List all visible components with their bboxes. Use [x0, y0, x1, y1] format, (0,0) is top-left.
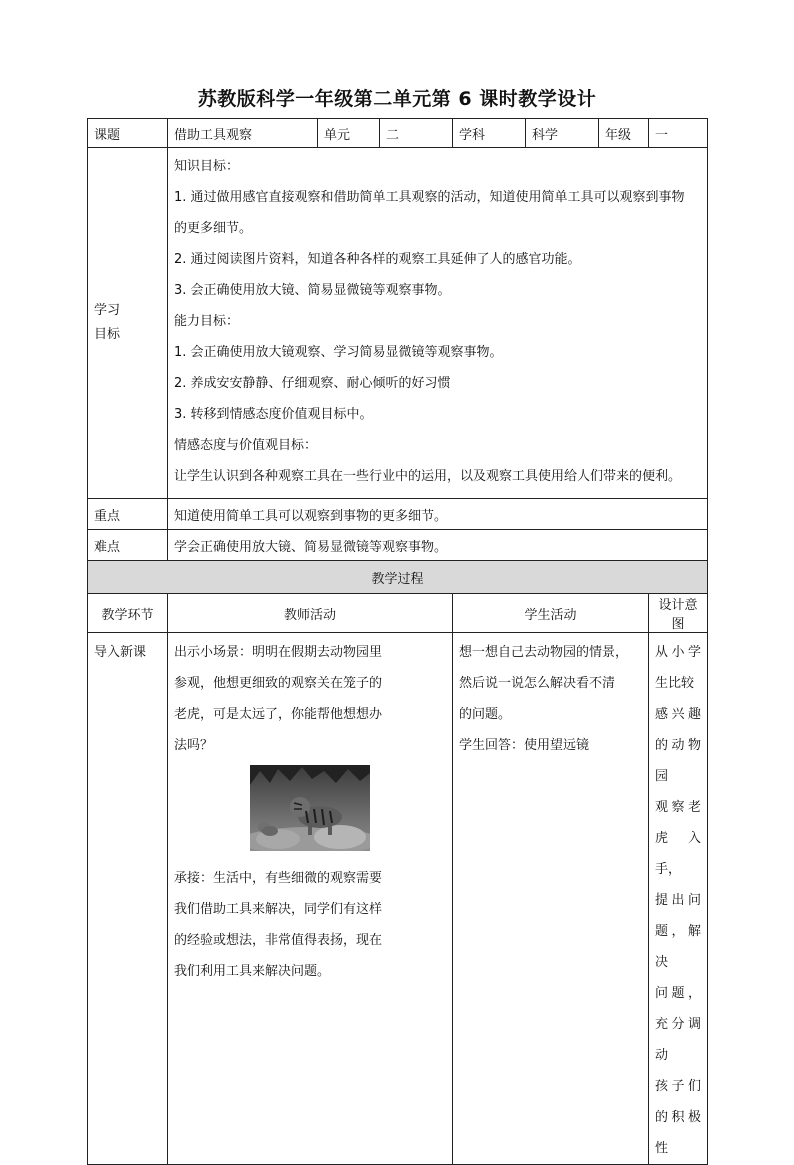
learning-goals-label: 学习 目标	[88, 148, 168, 499]
column-teacher: 教师活动	[168, 594, 453, 633]
process-columns-row	[88, 594, 708, 633]
key-point-value: 知道使用简单工具可以观察到事物的更多细节。	[168, 499, 708, 530]
goal-line: 3. 转移到情感态度价值观目标中。	[174, 407, 373, 422]
process-header-row	[88, 561, 708, 594]
subject-label: 学科	[453, 119, 526, 148]
design-intent: 从小学生比较 感兴趣的动物园 观察老虎入手， 提出问题，解决 问题，充分调动 孩子们的积极性	[649, 633, 708, 1165]
student-activity: 想一想自己去动物园的情景， 然后说一说怎么解决看不清 的问题。 学生回答：使用望远镜	[453, 633, 649, 1165]
goal-line: 1. 会正确使用放大镜观察、学习简易显微镜等观察事物。	[174, 345, 503, 360]
goal-line: 2. 通过阅读图片资料，知道各种各样的观察工具延伸了人的感官功能。	[174, 252, 581, 267]
stage-name: 导入新课	[88, 633, 168, 1165]
grade-label: 年级	[599, 119, 649, 148]
goal-line: 让学生认识到各种观察工具在一些行业中的运用，以及观察工具使用给人们带来的便利。	[174, 469, 682, 484]
unit-label: 单元	[318, 119, 380, 148]
column-student: 学生活动	[453, 594, 649, 633]
process-title: 教学过程	[88, 561, 708, 594]
topic-label: 课题	[88, 119, 168, 148]
goal-line: 2. 养成安安静静、仔细观察、耐心倾听的好习惯	[174, 376, 451, 391]
subject-value: 科学	[526, 119, 599, 148]
unit-value: 二	[380, 119, 453, 148]
document-title: 苏教版科学一年级第二单元第 6 课时教学设计	[197, 88, 597, 110]
learning-goals-row	[88, 148, 708, 499]
header-row	[88, 119, 708, 148]
goal-line: 知识目标：	[174, 159, 240, 174]
lesson-plan-table	[87, 118, 708, 1165]
column-design: 设计意图	[649, 594, 708, 633]
difficult-point-label: 难点	[88, 530, 168, 561]
key-point-row	[88, 499, 708, 530]
column-stage: 教学环节	[88, 594, 168, 633]
goal-line: 的更多细节。	[174, 221, 253, 236]
difficult-point-row	[88, 530, 708, 561]
process-content-row	[88, 633, 708, 1165]
learning-goals-content	[168, 148, 708, 499]
goal-line: 能力目标：	[174, 314, 240, 329]
grade-value: 一	[649, 119, 708, 148]
tiger-photo	[250, 765, 370, 851]
key-point-label: 重点	[88, 499, 168, 530]
goal-line: 情感态度与价值观目标：	[174, 438, 318, 453]
difficult-point-value: 学会正确使用放大镜、简易显微镜等观察事物。	[168, 530, 708, 561]
topic-value: 借助工具观察	[168, 119, 318, 148]
goal-line: 1. 通过做用感官直接观察和借助简单工具观察的活动，知道使用简单工具可以观察到事物	[174, 190, 685, 205]
teacher-activity: 出示小场景：明明在假期去动物园里 参观，他想更细致的观察关在笼子的 老虎，可是太远了，你能帮他想想办 法吗？ 承接：生活中，有些细微的观察需要 我们借助工具来解决，同学们有这样 的经验或想法，非常值得表扬，现在 我们利用工具来解决问题。	[168, 633, 453, 1165]
goal-line: 3. 会正确使用放大镜、简易显微镜等观察事物。	[174, 283, 451, 298]
